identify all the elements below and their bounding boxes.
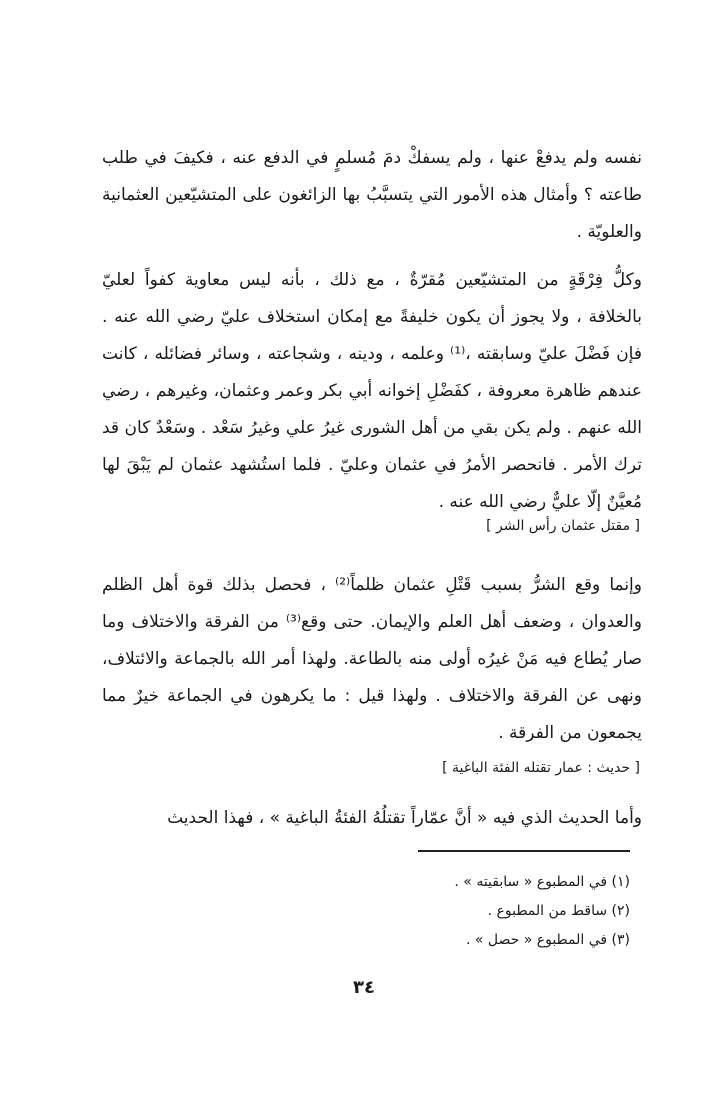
footnote-item: (٢) ساقط من المطبوع . (487, 903, 630, 919)
body-paragraph-2: وكلُّ فِرْقَةٍ من المتشيّعين مُقرّةٌ ، مع ذلك ، بأنه ليس معاوية كفواً لعليّ بالخلافة ، ولا يجوز أن يكون خليفةً مع إمكان استخلاف عليّ رضي الله عنه . فإن فَضْلَ عليّ وسابقته ،⁽¹⁾ وعلمه ، ودينه ، وشجاعته ، وسائر فضائله ، كانت عندهم ظاهرة معروفة ، كفَضْلِ إخوانه أبي بكر وعمر وعثمان، وغيرهم ، رضي الله عنهم . ولم يكن بقي من أهل الشورى غيرُ علي وغيرُ سَعْد . وسَعْدٌ كان قد ترك الأمر . فانحصر الأمرُ في عثمان وعليّ . فلما استُشهد عثمان لم يَبْقَ لها مُعيَّنٌ إلّا عليٌّ رضي الله عنه . (102, 270, 642, 512)
page-number: ٣٤ (353, 977, 375, 998)
footnote-item: (١) في المطبوع « سابقيته » . (454, 874, 630, 890)
footnotes (100, 868, 630, 955)
body-paragraph-3: وإنما وقع الشرُّ بسبب قَتْلِ عثمان ظلماً⁽²⁾ ، فحصل بذلك قوة أهل الظلم والعدوان ، وضعف أهل العلم والإيمان. حتى وقع⁽³⁾ من الفرقة والاختلاف وما صار يُطاع فيه مَنْ غيرُه أولى منه بالطاعة. ولهذا أمر الله بالجماعة والائتلاف، ونهى عن الفرقة والاختلاف . ولهذا قيل : ما يكرهون في الجماعة خيرٌ مما يجمعون من الفرقة . (102, 575, 642, 743)
body-paragraph-4: وأما الحديث الذي فيه « أنَّ عمّاراً تقتلُهُ الفئةُ الباغية » ، فهذا الحديث (167, 808, 642, 828)
section-heading-ammar-hadith: [ حديث : عمار تقتله الفئة الباغية ] (442, 760, 640, 776)
body-paragraph-1: نفسه ولم يدفعْ عنها ، ولم يسفكْ دمَ مُسلمٍ في الدفع عنه ، فكيفَ في طلب طاعته ؟ وأمثال هذه الأمور التي يتسبَّبُ بها الزائغون على المتشيّعين العثمانية والعلويّة . (102, 148, 642, 242)
footnote-item: (٣) في المطبوع « حصل » . (465, 932, 630, 948)
section-heading-uthman-killing: [ مقتل عثمان رأس الشر ] (486, 518, 640, 534)
footnote-divider (418, 850, 630, 852)
